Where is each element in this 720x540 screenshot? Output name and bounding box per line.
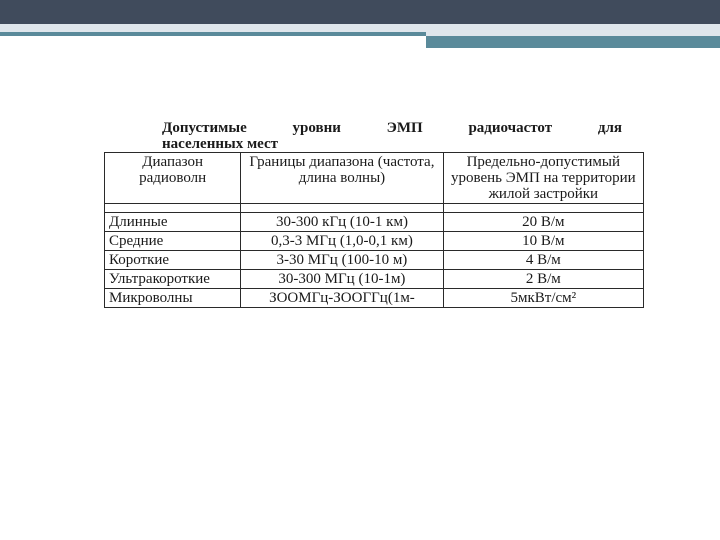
header-range: Диапазон радиоволн <box>105 153 241 204</box>
table-row <box>105 270 644 289</box>
header-limit: Предельно-допустимый уровень ЭМП на территории жилой застройки <box>443 153 643 204</box>
cell-limit: 10 В/м <box>443 232 643 251</box>
document-image <box>104 120 644 308</box>
cell-bounds: ЗООМГц-ЗООГГц(1м- <box>241 289 443 308</box>
emp-limits-table <box>104 152 644 308</box>
slide-accent-strip <box>0 32 426 36</box>
cell-bounds: 30-300 МГц (10-1м) <box>241 270 443 289</box>
header-bounds: Границы диапазона (частота, длина волны) <box>241 153 443 204</box>
cell-range: Длинные <box>105 213 241 232</box>
table-row <box>105 289 644 308</box>
cell-limit: 4 В/м <box>443 251 643 270</box>
cell-range: Микроволны <box>105 289 241 308</box>
slide-accent-strip-right <box>426 36 720 48</box>
table-header-row <box>105 153 644 204</box>
table-row <box>105 251 644 270</box>
table-row <box>105 213 644 232</box>
table-title-continued: населенных мест <box>162 136 279 152</box>
cell-range: Средние <box>105 232 241 251</box>
cell-bounds: 0,3-3 МГц (1,0-0,1 км) <box>241 232 443 251</box>
table-gap-row <box>105 204 644 213</box>
table-row <box>105 232 644 251</box>
slide-header-strip <box>0 24 720 32</box>
cell-bounds: 3-30 МГц (100-10 м) <box>241 251 443 270</box>
cell-range: Ультракороткие <box>105 270 241 289</box>
cell-limit: 2 В/м <box>443 270 643 289</box>
slide-header-bar <box>0 0 720 24</box>
cell-limit: 5мкВт/см² <box>443 289 643 308</box>
cell-bounds: 30-300 кГц (10-1 км) <box>241 213 443 232</box>
cell-range: Короткие <box>105 251 241 270</box>
cell-limit: 20 В/м <box>443 213 643 232</box>
table-title: Допустимые уровни ЭМП радиочастот для <box>162 120 622 136</box>
